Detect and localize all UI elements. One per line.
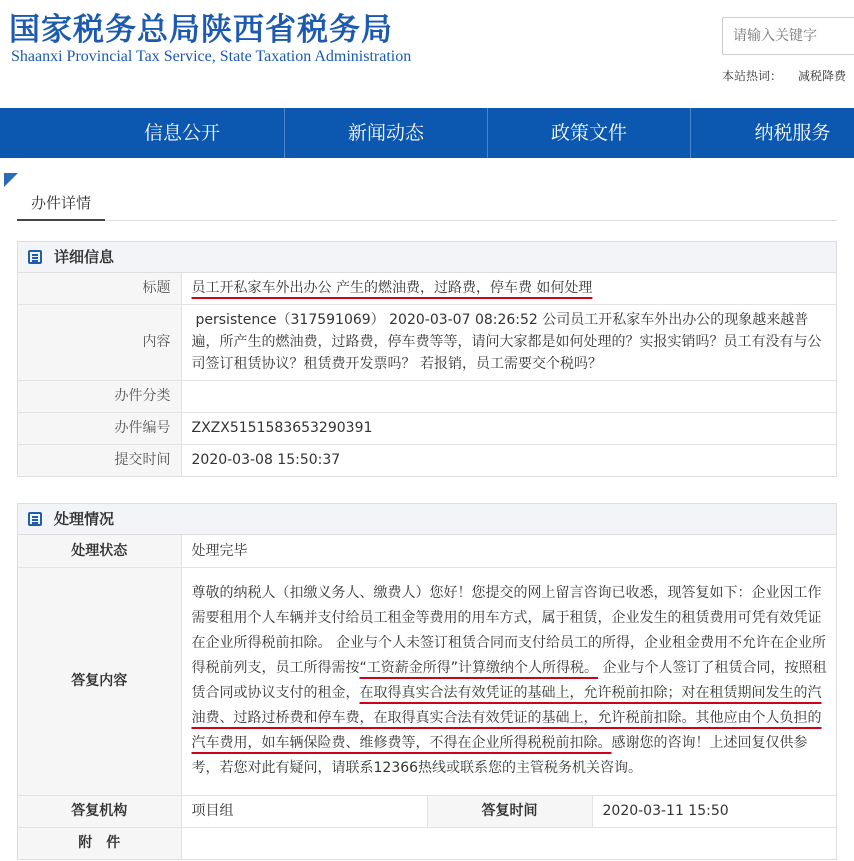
handling-table: [18, 535, 836, 859]
title-text: 员工开私家车外出办公 产生的燃油费，过路费，停车费 如何处理: [191, 280, 593, 297]
attachment-label: 附 件: [18, 827, 181, 859]
nav-item-info-disclosure[interactable]: 信息公开: [143, 122, 220, 144]
reply-text: 尊敬的纳税人（扣缴义务人、缴费人）您好！您提交的网上留言咨询已收悉，现答复如下：企业因工作需要租用个人车辆并支付给员工租金等费用的用车方式，属于租赁，企业发生的租赁费用可凭有效凭证在企业所得税前扣除。 企业与个人未签订租赁合同而支付给员工的所得，企业租金费用不允许在企业所得税前列支，员工所得需按: [191, 584, 826, 676]
site-subtitle: Shaanxi Provincial Tax Service, State Taxation Administration: [11, 48, 412, 65]
site-header: [0, 0, 854, 108]
nav-item-policy[interactable]: 政策文件: [487, 108, 690, 158]
detail-heading: 详细信息: [54, 248, 115, 266]
reply-time-label: 答复时间: [427, 795, 592, 827]
status-value: 处理完毕: [191, 542, 248, 559]
handling-heading: 处理情况: [54, 510, 115, 528]
status-label: 处理状态: [18, 535, 181, 567]
table-row: [18, 304, 836, 380]
table-row: [18, 795, 836, 827]
table-row: [18, 567, 836, 795]
case-number-value: ZXZX5151583653290391: [181, 412, 836, 444]
hot-words: [722, 67, 846, 84]
submit-time-value: 2020-03-08 15:50:37: [181, 444, 836, 476]
category-label: 办件分类: [18, 380, 181, 412]
table-row: [18, 380, 836, 412]
detail-section-header: [18, 242, 836, 273]
table-row: [18, 444, 836, 476]
tab-case-detail[interactable]: 办件详情: [17, 188, 105, 221]
table-row: [18, 273, 836, 304]
category-value: [181, 380, 836, 412]
hot-words-label: 本站热词：: [722, 69, 783, 83]
main-nav: [0, 108, 854, 158]
content-area: [0, 160, 854, 861]
table-row: [18, 827, 836, 859]
case-number-label: 办件编号: [18, 412, 181, 444]
table-row: [18, 412, 836, 444]
site-title[interactable]: 国家税务总局陕西省税务局: [9, 12, 393, 48]
reply-highlight: 在取得真实合法有效凭证的基础上，允许税前扣除；对在租赁期间发生的汽油费、过路过桥费和停车费，在取得真实合法有效凭证的基础上，允许税前扣除。其他应由个人负担的汽车费用，如车辆保险费、维修费等，不得在企业所得税税前扣除。: [191, 685, 822, 752]
title-label: 标题: [18, 273, 181, 304]
reply-text: 企业与个人签订了租赁合同，按照租赁合同或协议支付的租金，: [191, 659, 827, 701]
document-icon: [28, 512, 42, 526]
reply-org-label: 答复机构: [18, 795, 181, 827]
tab-bar: [17, 188, 837, 221]
nav-item-tax-service[interactable]: 纳税服务: [690, 108, 854, 158]
detail-table: [18, 273, 836, 476]
handling-section: [17, 503, 837, 860]
content-label: 内容: [18, 304, 181, 380]
content-value: persistence（317591069） 2020-03-07 08:26:52 公司员工开私家车外出办公的现象越来越普遍，所产生的燃油费，过路费，停车费等等，请问大家都是如何处理的？实报实销吗？员工有没有与公司签订租赁协议？租赁费开发票吗？ 若报销，员工需要交个税吗？: [181, 304, 836, 380]
hot-word-link[interactable]: 减税降费: [798, 69, 847, 83]
search-input[interactable]: [722, 17, 854, 55]
submit-time-label: 提交时间: [18, 444, 181, 476]
table-row: [18, 535, 836, 567]
corner-decoration: [4, 173, 18, 187]
title-value: [181, 273, 836, 304]
reply-label: 答复内容: [18, 567, 181, 795]
reply-highlight: “工资薪金所得”计算缴纳个人所得税。: [359, 659, 599, 676]
attachment-value: [181, 827, 836, 859]
document-icon: [28, 250, 42, 264]
reply-time-value: 2020-03-11 15:50: [592, 795, 836, 827]
detail-section: [17, 241, 837, 477]
nav-item-news[interactable]: 新闻动态: [284, 108, 487, 158]
reply-org-value: 项目组: [181, 795, 427, 827]
reply-text: 感谢您的咨询！上述回复仅供参考，若您对此有疑问，请联系12366热线或联系您的主管税务机关咨询。: [191, 735, 808, 777]
reply-content: [181, 567, 836, 795]
handling-section-header: [18, 504, 836, 535]
